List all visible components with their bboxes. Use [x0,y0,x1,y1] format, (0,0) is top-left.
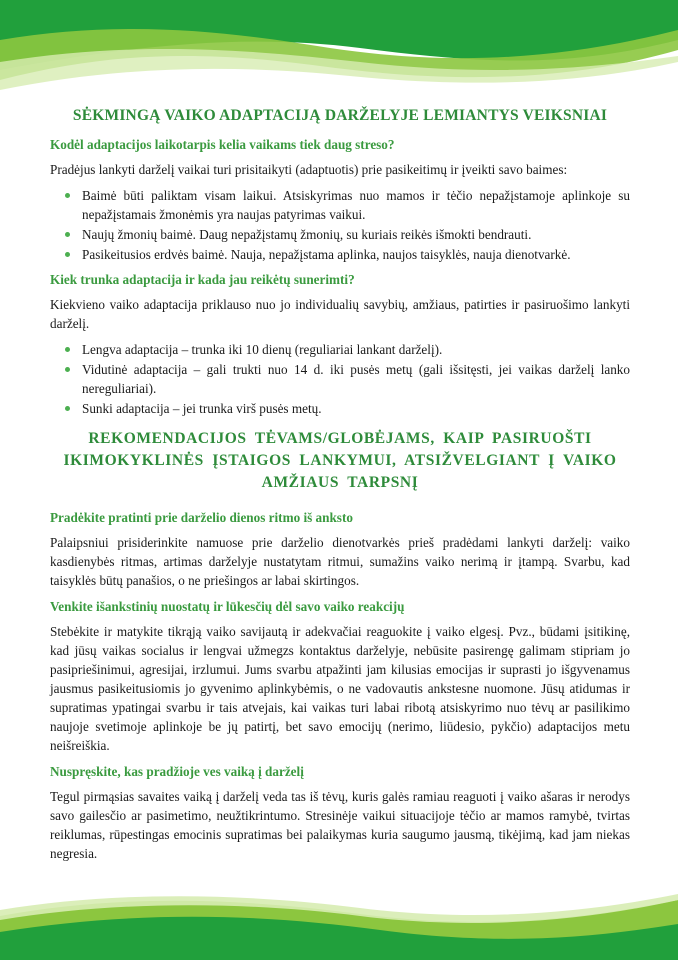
section-heading-who-brings: Nuspręskite, kas pradžioje ves vaiką į darželį [50,764,304,779]
bottom-wave-decoration [0,880,678,960]
recommendations-title: REKOMENDACIJOS TĖVAMS/GLOBĖJAMS, KAIP PASIRUOŠTI IKIMOKYKLINĖS ĮSTAIGOS LANKYMUI, ATSIŽVELGIANT Į VAIKO AMŽIAUS TARPSNĮ [63,430,617,491]
section-heading-rhythm: Pradėkite pratinti prie darželio dienos ritmo iš anksto [50,510,353,525]
section-intro-stress: Pradėjus lankyti darželį vaikai turi prisitaikyti (adaptuotis) prie pasikeitimų ir įveikti savo baimes: [50,162,568,177]
adaptation-types-list [50,340,630,418]
section-heading-expectations: Venkite išankstinių nuostatų ir lūkesčių dėl savo vaiko reakcijų [50,599,405,614]
section-text-rhythm: Palaipsniui prisiderinkite namuose prie darželio dienotvarkės prieš pradėdami lankyti darželį: vaiko kasdienybės ritmas, artimas darželyje nustatytam ritmui, sumažins vaiko nerimą ir įtampą. Svarbu, kad taisyklės būtų panašios, o ne priešingos ar labai skirtingos. [50,535,630,588]
section-heading-stress: Kodėl adaptacijos laikotarpis kelia vaikams tiek daug streso? [50,137,395,152]
document-body [50,106,630,870]
section-heading-duration: Kiek trunka adaptacija ir kada jau reikėtų sunerimti? [50,272,355,287]
list-item: Lengva adaptacija – trunka iki 10 dienų (reguliariai lankant darželį). [82,340,630,359]
list-item: Sunki adaptacija – jei trunka virš pusės metų. [82,399,630,418]
list-item: Naujų žmonių baimė. Daug nepažįstamų žmonių, su kuriais reikės išmokti bendrauti. [82,225,630,244]
section-text-expectations: Stebėkite ir matykite tikrąją vaiko savijautą ir adekvačiai reaguokite į vaiko elgesį. Pvz., būdami įsitikinę, kad jūsų vaikas socialus ir lengvai užmegzs kontaktus darželyje, nebūsite pasirengę galimam stipriam jo pasipriešinimui, agresijai, irzlumui. Jums svarbu atpažinti jam kilusias emocijas ir suprasti jo išgyvenamus jausmus pasikeitusiomis jo gyvenimo aplinkybėmis, o ne vadovautis ankstesne nuomone. Jūsų atidumas ir supratimas ypatingai svarbu ir tais atvejais, kai vaikas turi labai ribotą atsiskyrimo nuo tėvų ar pasilikimo naujoje svetimoje aplinkoje be jų patirtį, bet savo emocijų (nerimo, liūdesio, pykčio) adaptacijos metu neišreiškia. [50,624,630,753]
list-item: Baimė būti paliktam visam laikui. Atsiskyrimas nuo mamos ir tėčio nepažįstamoje aplinkoje su nepažįstamais žmonėmis yra naujas patyrimas vaikui. [82,188,630,222]
list-item: Pasikeitusios erdvės baimė. Nauja, nepažįstama aplinka, naujos taisyklės, nauja dienotvarkė. [82,245,630,264]
page-title: SĖKMINGĄ VAIKO ADAPTACIJĄ DARŽELYJE LEMIANTYS VEIKSNIAI [72,107,608,124]
section-text-who-brings: Tegul pirmąsias savaites vaiką į darželį veda tas iš tėvų, kuris galės ramiau reaguoti į vaiko ašaras ir nerodys savo gailesčio ar pasimetimo, neužtikrintumo. Stresinėje vaikui situacijoje tėčio ar mamos ramybė, tvirtas reiklumas, rūpestingas emocinis supratimas bei palaikymas kuria saugumo jausmą, tikėjimą, kad jam niekas negresia. [50,789,630,861]
list-item: Vidutinė adaptacija – gali trukti nuo 14 d. iki pusės metų (gali išsitęsti, jei vaikas darželį lanko nereguliariai). [82,362,630,396]
section-intro-duration: Kiekvieno vaiko adaptacija priklauso nuo jo individualių savybių, amžiaus, patirties ir pasiruošimo lankyti darželį. [50,297,630,331]
fears-list [50,186,630,264]
top-wave-decoration [0,0,678,96]
